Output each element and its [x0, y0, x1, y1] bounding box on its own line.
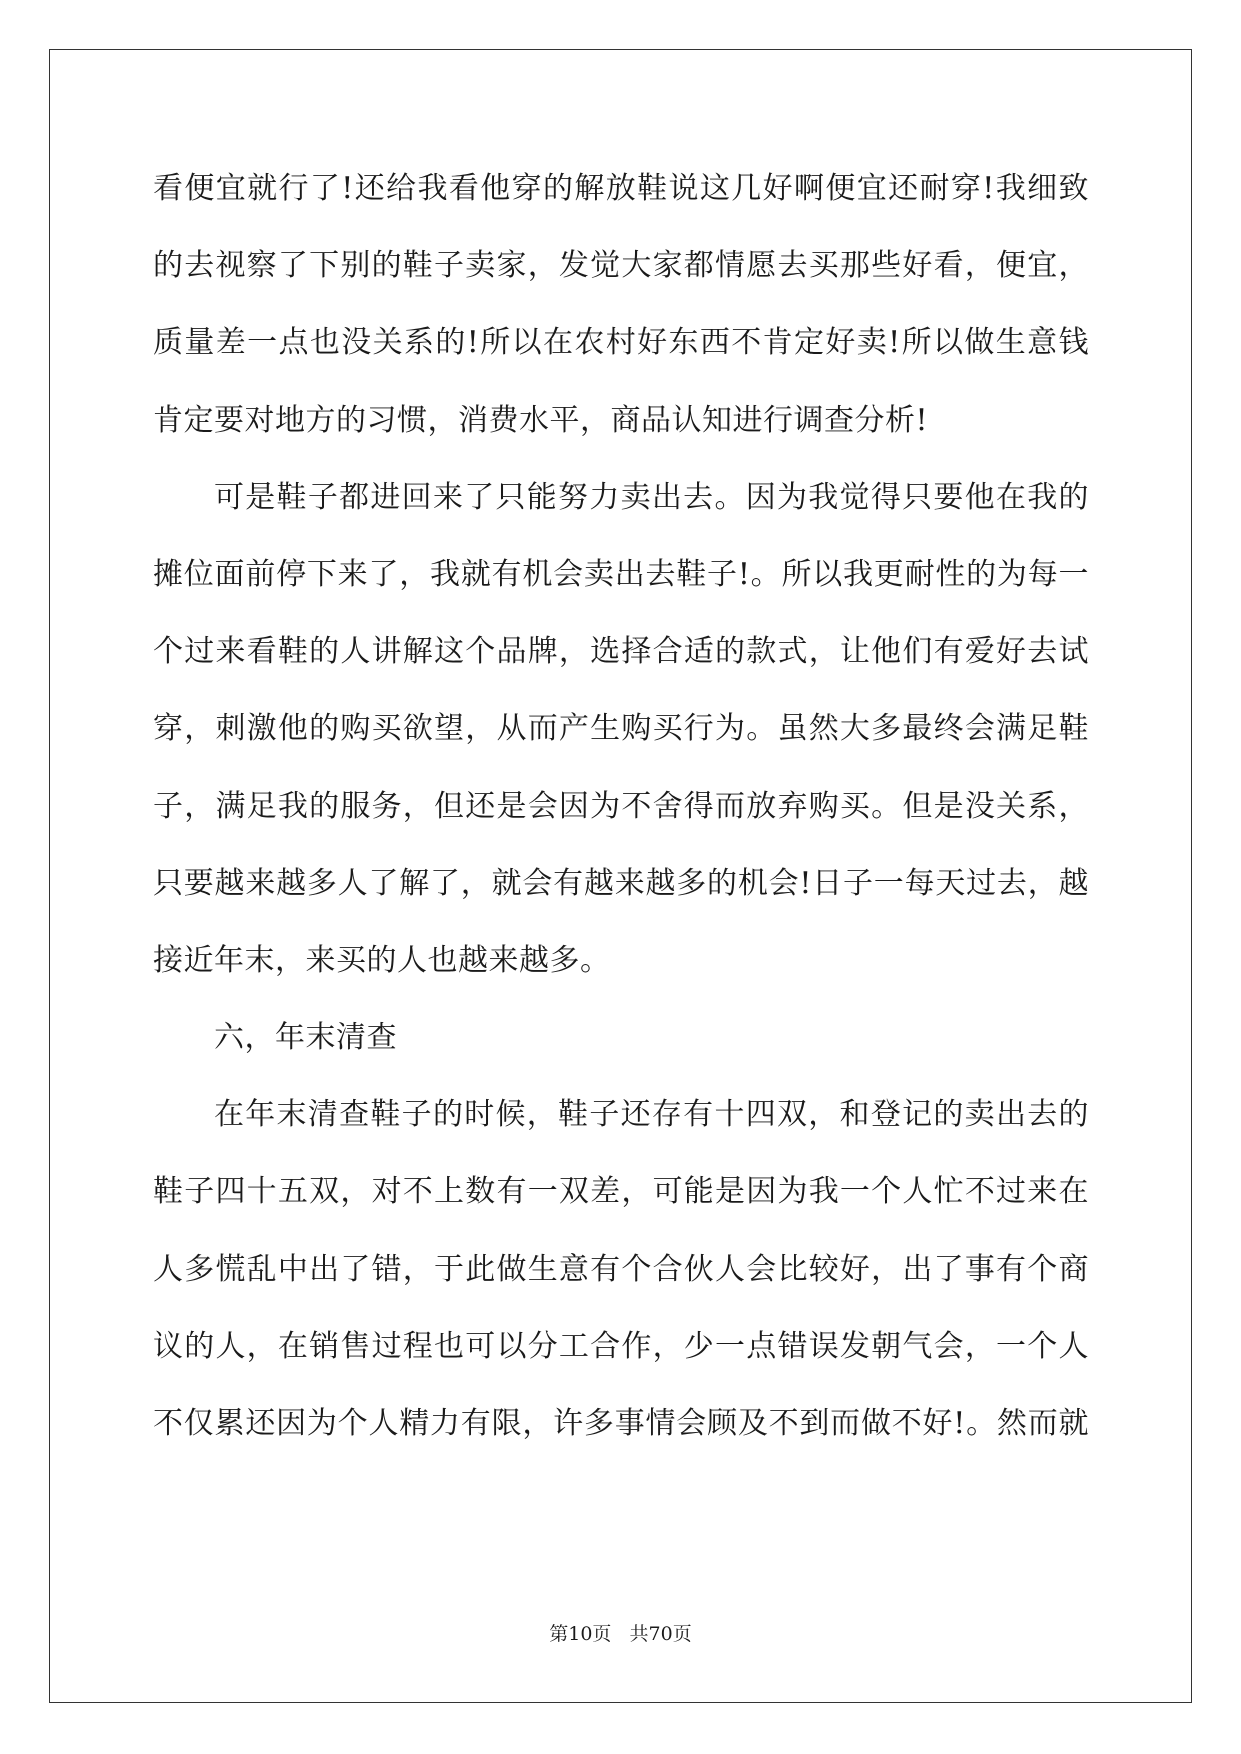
text-line: 只要越来越多人了解了，就会有越来越多的机会!日子一每天过去，越 [153, 865, 1089, 901]
document-body [153, 164, 1089, 1476]
text-line: 的去视察了下别的鞋子卖家，发觉大家都情愿去买那些好看，便宜， [153, 248, 1089, 284]
section-heading: 六，年末清查 [214, 1020, 397, 1056]
text-line: 议的人，在销售过程也可以分工合作，少一点错误发朝气会，一个人 [153, 1328, 1089, 1364]
text-line: 子，满足我的服务，但还是会因为不舍得而放弃购买。但是没关系， [153, 788, 1089, 824]
page-number-footer: 第10页 共70页 [549, 1623, 692, 1645]
text-line: 穿，刺激他的购买欲望，从而产生购买行为。虽然大多最终会满足鞋 [153, 711, 1089, 747]
text-line: 质量差一点也没关系的!所以在农村好东西不肯定好卖!所以做生意钱 [153, 325, 1089, 361]
text-line: 不仅累还因为个人精力有限，许多事情会顾及不到而做不好!。然而就 [153, 1406, 1089, 1441]
text-line: 看便宜就行了!还给我看他穿的解放鞋说这几好啊便宜还耐穿!我细致 [153, 171, 1089, 206]
text-line: 在年末清查鞋子的时候，鞋子还存有十四双，和登记的卖出去的 [214, 1097, 1089, 1133]
text-line: 肯定要对地方的习惯，消费水平，商品认知进行调查分析! [153, 402, 929, 438]
text-line: 鞋子四十五双，对不上数有一双差，可能是因为我一个人忙不过来在 [153, 1174, 1089, 1210]
text-line: 可是鞋子都进回来了只能努力卖出去。因为我觉得只要他在我的 [214, 479, 1089, 515]
text-line: 摊位面前停下来了，我就有机会卖出去鞋子!。所以我更耐性的为每一 [153, 556, 1089, 592]
text-line: 人多慌乱中出了错，于此做生意有个合伙人会比较好，出了事有个商 [153, 1251, 1089, 1287]
text-line: 个过来看鞋的人讲解这个品牌，选择合适的款式，让他们有爱好去试 [153, 634, 1089, 670]
text-line: 接近年末，来买的人也越来越多。 [153, 942, 611, 978]
